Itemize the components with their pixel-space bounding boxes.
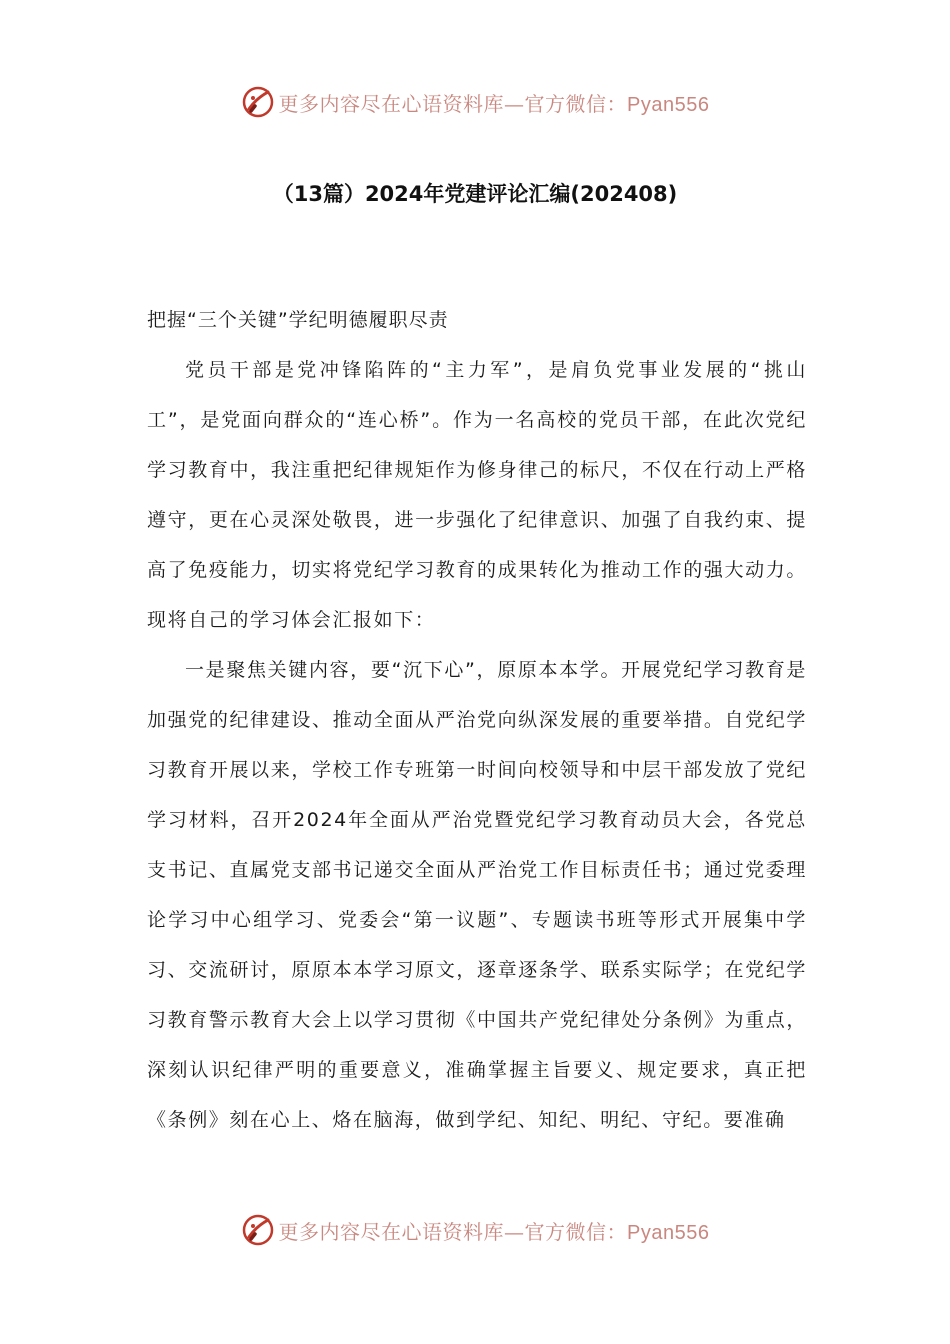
paragraph-point-one: 一是聚焦关键内容，要“沉下心”，原原本本学。开展党纪学习教育是加强党的纪律建设、推动全面从严治党向纵深发展的重要举措。自党纪学习教育开展以来，学校工作专班第一时间向校领导和中层干部发放了党纪学习材料，召开2024年全面从严治党暨党纪学习教育动员大会，各党总支书记、直属党支部书记递交全面从严治党工作目标责任书；通过党委理论学习中心组学习、党委会“第一议题”、专题读书班等形式开展集中学习、交流研讨，原原本本学习原文，逐章逐条学、联系实际学；在党纪学习教育警示教育大会上以学习贯彻《中国共产党纪律处分条例》为重点，深刻认识纪律严明的重要意义，准确掌握主旨要义、规定要求，真正把《条例》刻在心上、烙在脑海，做到学纪、知纪、明纪、守纪。要准确 <box>147 659 807 1131</box>
article-body <box>147 295 807 1145</box>
footer-watermark-wechat-id: Pyan556 <box>627 1221 710 1244</box>
document-title: （13篇）2024年党建评论汇编(202408) <box>272 182 678 206</box>
paragraph-intro: 党员干部是党冲锋陷阵的“主力军”，是肩负党事业发展的“挑山工”，是党面向群众的“连心桥”。作为一名高校的党员干部，在此次党纪学习教育中，我注重把纪律规矩作为修身律己的标尺，不仅在行动上严格遵守，更在心灵深处敬畏，进一步强化了纪律意识、加强了自我约束、提高了免疫能力，切实将党纪学习教育的成果转化为推动工作的强大动力。现将自己的学习体会汇报如下： <box>147 359 807 631</box>
header-watermark-cn: 更多内容尽在心语资料库—官方微信： <box>278 91 628 116</box>
footer-watermark-text <box>279 1216 710 1245</box>
header-watermark-text <box>279 88 710 117</box>
footer-watermark-cn: 更多内容尽在心语资料库—官方微信： <box>278 1219 628 1244</box>
brush-logo-icon <box>241 1213 275 1247</box>
footer-watermark <box>0 1210 950 1250</box>
header-watermark-wechat-id: Pyan556 <box>627 93 710 116</box>
header-watermark <box>0 82 950 122</box>
brush-logo-icon <box>241 85 275 119</box>
article-heading: 把握“三个关键”学纪明德履职尽责 <box>147 309 449 331</box>
